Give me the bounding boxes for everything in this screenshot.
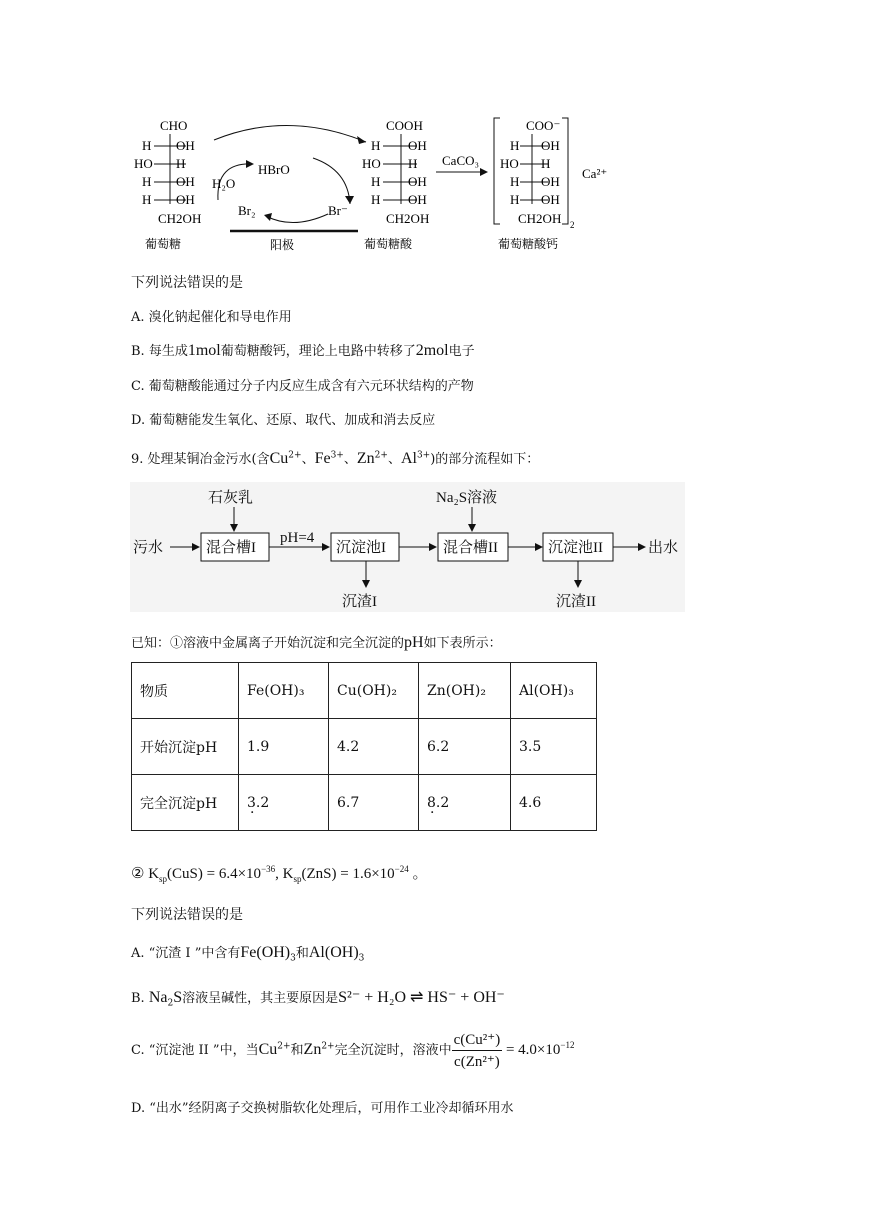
flow-residue-2: 沉渣II: [556, 594, 596, 610]
q9-option-a[interactable]: A. “沉渣 I ”中含有$Fe(OH)_3$和$Al(OH)_3$: [131, 944, 365, 964]
svg-text:H: H: [371, 192, 381, 207]
svg-text:OH: OH: [408, 192, 427, 207]
svg-text:H: H: [176, 156, 186, 171]
flow-na2s: Na₂S溶液: [436, 490, 498, 506]
table-cell: 4.2: [329, 719, 419, 775]
q9-stem: 9. 处理某铜冶金污水(含$Cu^{2+}$、$Fe^{3+}$、$Zn^{2+}$、$Al^{3+}$)的部分流程如下：: [131, 450, 540, 467]
calcium-gluconate-name: 葡萄糖酸钙: [498, 237, 559, 251]
table-cell: 4.6: [511, 775, 597, 831]
svg-text:H: H: [371, 138, 381, 153]
glucose-bottom: CH2OH: [158, 211, 202, 226]
svg-text:H: H: [142, 138, 152, 153]
calcium-ion: Ca²⁺: [582, 166, 608, 181]
q9-prompt: 下列说法错误的是: [131, 907, 243, 923]
glucose-name: 葡萄糖: [145, 237, 182, 251]
svg-text:H: H: [371, 174, 381, 189]
table-header-cell: Al(OH)₃: [511, 663, 597, 719]
bromine-label: Br₂: [238, 203, 256, 218]
svg-text:COO⁻: COO⁻: [526, 118, 561, 133]
flow-residue-1: 沉渣I: [342, 594, 377, 610]
q9-known-2: ② $K_{sp}(CuS) = 6.4\times 10^{-36}$, $K_{sp}(ZnS) = 1.6\times 10^{-24}$ 。: [131, 864, 428, 884]
svg-text:H: H: [408, 156, 418, 171]
gluconic-acid-name: 葡萄糖酸: [364, 237, 413, 251]
glucose-structure: [134, 118, 201, 251]
table-header-cell: Cu(OH)₂: [329, 663, 419, 719]
q8-option-a[interactable]: A. 溴化钠起催化和导电作用: [131, 310, 292, 325]
table-row-label: 完全沉淀pH: [132, 775, 239, 831]
svg-text:HO: HO: [134, 156, 153, 171]
flow-output: 出水: [648, 540, 679, 556]
water-label: H₂O: [212, 176, 236, 191]
svg-text:OH: OH: [541, 174, 560, 189]
svg-text:OH: OH: [176, 192, 195, 207]
hbro-label: HBrO: [258, 162, 290, 177]
flow-settling-tank-2: 沉淀池II: [548, 540, 603, 556]
table-header-cell: 物质: [132, 663, 239, 719]
svg-text:H: H: [541, 156, 551, 171]
q8-option-b[interactable]: B. 每生成1mol葡萄糖酸钙，理论上电路中转移了2mol电子: [131, 342, 475, 359]
svg-text:2: 2: [570, 220, 575, 230]
table-cell: 6.7: [329, 775, 419, 831]
svg-text:H: H: [510, 174, 520, 189]
svg-text:CH2OH: CH2OH: [386, 211, 430, 226]
q8-option-c[interactable]: C. 葡萄糖酸能通过分子内反应生成含有六元环状结构的产物: [131, 379, 474, 394]
svg-text:COOH: COOH: [386, 118, 423, 133]
flow-settling-tank-1: 沉淀池I: [336, 540, 386, 556]
flow-lime: 石灰乳: [208, 490, 254, 506]
table-header-cell: Zn(OH)₂: [419, 663, 511, 719]
svg-text:OH: OH: [408, 138, 427, 153]
bromide-label: Br⁻: [328, 203, 348, 218]
q9-option-b[interactable]: B. $Na_2S$溶液呈碱性，其主要原因是S²⁻ + H₂O ⇌ HS⁻ + OH⁻: [131, 989, 505, 1009]
svg-text:H: H: [510, 138, 520, 153]
glucose-top: CHO: [160, 118, 188, 133]
svg-text:H: H: [510, 192, 520, 207]
process-flowchart: [130, 482, 685, 612]
svg-text:HO: HO: [500, 156, 519, 171]
svg-text:OH: OH: [176, 174, 195, 189]
q9-option-c[interactable]: C. “沉淀池 II ”中，当$Cu^{2+}$和$Zn^{2+}$完全沉淀时，溶液中 $\frac{\text{c(Cu²⁺)}}{\text{c(Zn²⁺)}}$ = $4.0\times 10^{-12}$: [131, 1032, 575, 1070]
q8-option-d[interactable]: D. 葡萄糖能发生氧化、还原、取代、加成和消去反应: [131, 413, 436, 428]
anode-label: 阳极: [270, 238, 295, 252]
reaction-scheme: [128, 112, 628, 257]
svg-text:OH: OH: [408, 174, 427, 189]
svg-text:OH: OH: [176, 138, 195, 153]
svg-text:H: H: [142, 174, 152, 189]
svg-text:OH: OH: [541, 192, 560, 207]
table-cell: 1.9: [239, 719, 329, 775]
gluconic-acid-structure: [362, 118, 429, 251]
concentration-ratio: $\frac{\text{c(Cu²⁺)}}{\text{c(Zn²⁺)}}$: [453, 1032, 501, 1070]
q9-option-d[interactable]: D. “出水”经阴离子交换树脂软化处理后，可用作工业冷却循环用水: [131, 1101, 514, 1116]
table-row: [132, 775, 597, 831]
electrolysis-cycle: [212, 125, 366, 252]
caco3-label: CaCO₃: [442, 153, 480, 168]
q9-known-1: 已知：①溶液中金属离子开始沉淀和完全沉淀的pH如下表所示：: [131, 634, 502, 651]
table-header-row: [132, 663, 597, 719]
table-cell: 8.2 ·: [419, 775, 511, 831]
flow-mix-tank-1: 混合槽I: [206, 540, 256, 556]
svg-text:H: H: [142, 192, 152, 207]
flow-mix-tank-2: 混合槽II: [443, 540, 498, 556]
table-row-label: 开始沉淀pH: [132, 719, 239, 775]
table-row: [132, 719, 597, 775]
svg-text:OH: OH: [541, 138, 560, 153]
calcium-gluconate-structure: [494, 118, 607, 251]
table-cell: 3.5: [511, 719, 597, 775]
svg-text:CH2OH: CH2OH: [518, 211, 562, 226]
svg-text:HO: HO: [362, 156, 381, 171]
precipitation-ph-table: [131, 662, 597, 831]
table-cell: 3.2 ·: [239, 775, 329, 831]
flow-input: 污水: [133, 540, 164, 556]
flow-ph: pH=4: [280, 530, 315, 546]
table-header-cell: Fe(OH)₃: [239, 663, 329, 719]
table-cell: 6.2: [419, 719, 511, 775]
q8-prompt: 下列说法错误的是: [131, 275, 243, 291]
